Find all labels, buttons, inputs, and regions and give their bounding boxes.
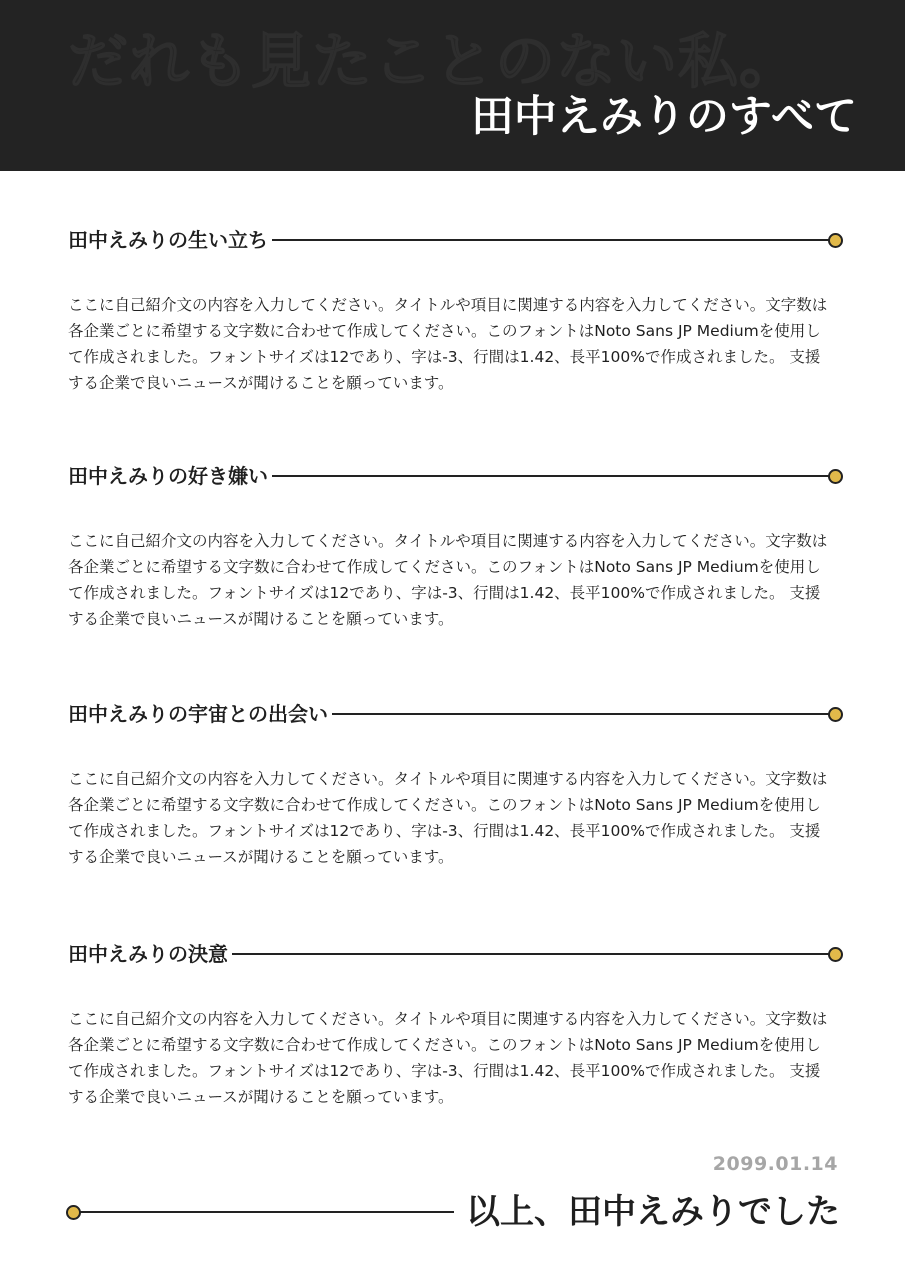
section-dot-icon (828, 947, 843, 962)
section-header (68, 698, 843, 730)
footer-dot-icon (66, 1205, 81, 1220)
document-date: 2099.01.14 (712, 1153, 838, 1175)
section-dot-icon (828, 707, 843, 722)
section-body: ここに自己紹介文の内容を入力してください。タイトルや項目に関連する内容を入力してください。文字数は各企業ごとに希望する文字数に合わせて作成してください。このフォントはNoto Sans JP Mediumを使用して作成されました。フォントサイズは12であり、字は-3、行間は1.42、長平100%で作成されました。 支援する企業で良いニュースが聞けることを願っています。 (68, 532, 828, 628)
section-background (68, 224, 843, 396)
section-divider (332, 713, 829, 715)
closing-text: 以上、田中えみりでした (466, 1192, 840, 1232)
section-title: 田中えみりの決意 (68, 942, 228, 966)
section-header (68, 938, 843, 970)
page-title: 田中えみりのすべて (470, 92, 857, 142)
header-shadow-text: だれも見たことのない私。 (68, 27, 800, 97)
section-dot-icon (828, 233, 843, 248)
section-title: 田中えみりの好き嫌い (68, 464, 268, 488)
section-title: 田中えみりの宇宙との出会い (68, 702, 328, 726)
section-space-encounter (68, 698, 843, 870)
section-divider (272, 239, 829, 241)
section-likes-dislikes (68, 460, 843, 632)
section-dot-icon (828, 469, 843, 484)
section-divider (272, 475, 829, 477)
section-body: ここに自己紹介文の内容を入力してください。タイトルや項目に関連する内容を入力してください。文字数は各企業ごとに希望する文字数に合わせて作成してください。このフォントはNoto Sans JP Mediumを使用して作成されました。フォントサイズは12であり、字は-3、行間は1.42、長平100%で作成されました。 支援する企業で良いニュースが聞けることを願っています。 (68, 770, 828, 866)
footer-divider (80, 1211, 454, 1213)
section-body: ここに自己紹介文の内容を入力してください。タイトルや項目に関連する内容を入力してください。文字数は各企業ごとに希望する文字数に合わせて作成してください。このフォントはNoto Sans JP Mediumを使用して作成されました。フォントサイズは12であり、字は-3、行間は1.42、長平100%で作成されました。 支援する企業で良いニュースが聞けることを願っています。 (68, 296, 828, 392)
section-body: ここに自己紹介文の内容を入力してください。タイトルや項目に関連する内容を入力してください。文字数は各企業ごとに希望する文字数に合わせて作成してください。このフォントはNoto Sans JP Mediumを使用して作成されました。フォントサイズは12であり、字は-3、行間は1.42、長平100%で作成されました。 支援する企業で良いニュースが聞けることを願っています。 (68, 1010, 828, 1106)
section-divider (232, 953, 829, 955)
section-title: 田中えみりの生い立ち (68, 228, 268, 252)
section-resolution (68, 938, 843, 1110)
section-header (68, 224, 843, 256)
footer (66, 1186, 840, 1238)
header-banner (0, 0, 905, 171)
section-header (68, 460, 843, 492)
